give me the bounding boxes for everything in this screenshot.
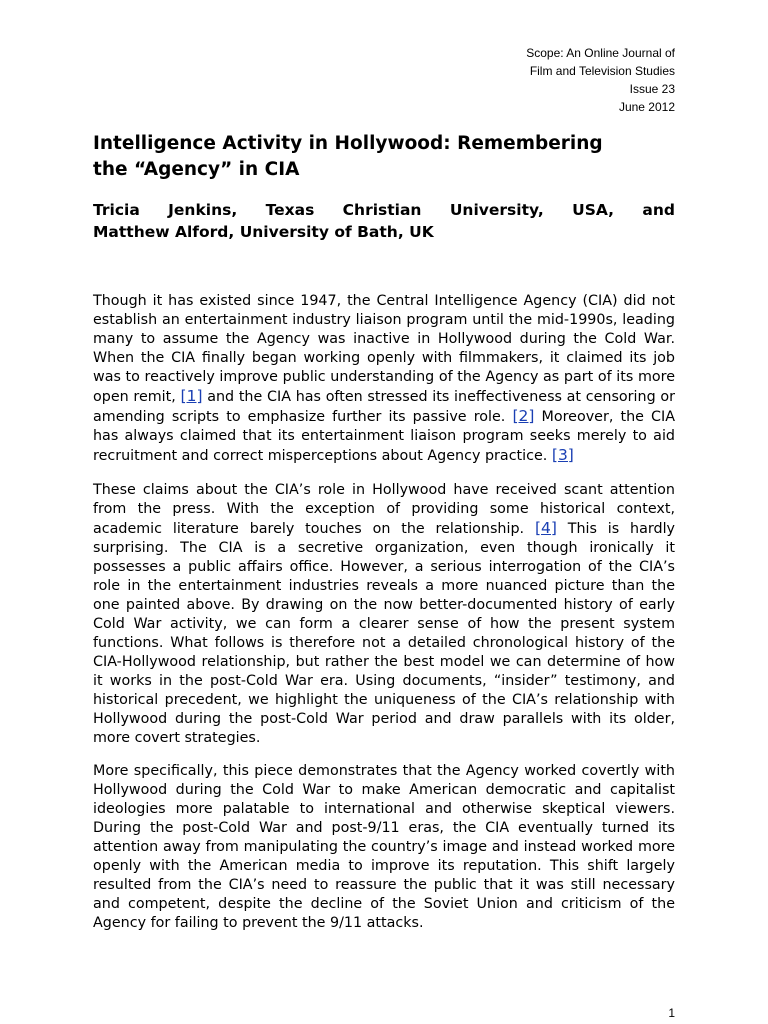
paragraph-1 bbox=[93, 292, 675, 466]
authors-line2: Matthew Alford, University of Bath, UK bbox=[93, 223, 434, 241]
journal-issue: Issue 23 bbox=[629, 82, 675, 96]
paragraph-1-text-b: and the CIA has often stressed its ineffectiveness at censoring or amending scripts to emphasize further its passive role. bbox=[93, 389, 675, 425]
authors-line1: Tricia Jenkins, Texas Christian University, USA, and bbox=[93, 201, 675, 219]
journal-date: June 2012 bbox=[618, 100, 675, 114]
journal-name-line1: Scope: An Online Journal of bbox=[526, 46, 675, 60]
article-body bbox=[93, 292, 675, 948]
footnote-link-3[interactable]: [3] bbox=[551, 446, 574, 464]
article-authors bbox=[93, 199, 675, 243]
article-title-line2: the “Agency” in CIA bbox=[93, 159, 300, 180]
footnote-link-1[interactable]: [1] bbox=[180, 387, 203, 405]
paragraph-2-text-b: This is hardly surprising. The CIA is a secretive organization, even though ironically it possesses a public affairs office. However, a serious interrogation of the CIA’s role in the entertainment industries reveals a more nuanced picture than the one painted above. By drawing on the now better-documented history of early Cold War activity, we can form a clearer sense of how the present system functions. What follows is therefore not a detailed chronological history of the CIA-Hollywood relationship, but rather the best model we can determine of how it works in the post-Cold War era. Using documents, “insider” testimony, and historical precedent, we highlight the uniqueness of the CIA’s relationship with Hollywood during the post-Cold War period and draw parallels with its older, more covert strategies. bbox=[93, 520, 676, 746]
footnote-link-2[interactable]: [2] bbox=[512, 407, 535, 425]
paragraph-3: More specifically, this piece demonstrates that the Agency worked covertly with Hollywood during the Cold War to make American democratic and capitalist ideologies more palatable to international and otherwise skeptical viewers. During the post-Cold War and post-9/11 eras, the CIA eventually turned its attention away from manipulating the country’s image and instead worked more openly with the American media to improve its reputation. This shift largely resulted from the CIA’s need to reassure the public that it was still necessary and competent, despite the decline of the Soviet Union and criticism of the Agency for failing to prevent the 9/11 attacks. bbox=[93, 763, 675, 931]
footnote-link-4[interactable]: [4] bbox=[534, 518, 557, 537]
paragraph-1-text-c: Moreover, the CIA has always claimed that its entertainment liaison program seeks merely to aid recruitment and correct misperceptions about Agency practice. bbox=[93, 409, 676, 464]
article-title bbox=[93, 131, 675, 183]
paragraph-1-text-a: Though it has existed since 1947, the Central Intelligence Agency (CIA) did not establish an entertainment industry liaison program until the mid-1990s, leading many to assume the Agency was inactive in Hollywood during the Cold War. When the CIA finally began working openly with filmmakers, it claimed its job was to reactively improve public understanding of the Agency as part of its more open remit, bbox=[93, 293, 675, 405]
article-title-line1: Intelligence Activity in Hollywood: Remembering bbox=[93, 133, 603, 154]
page-number: 1 bbox=[668, 1006, 675, 1020]
journal-header bbox=[526, 44, 675, 116]
paragraph-2 bbox=[93, 481, 675, 748]
paragraph-2-text-a: These claims about the CIA’s role in Hollywood have received scant attention from the press. With the exception of providing some historical context, academic literature barely touches on the relationship. bbox=[93, 481, 675, 537]
journal-name-line2: Film and Television Studies bbox=[529, 64, 675, 78]
